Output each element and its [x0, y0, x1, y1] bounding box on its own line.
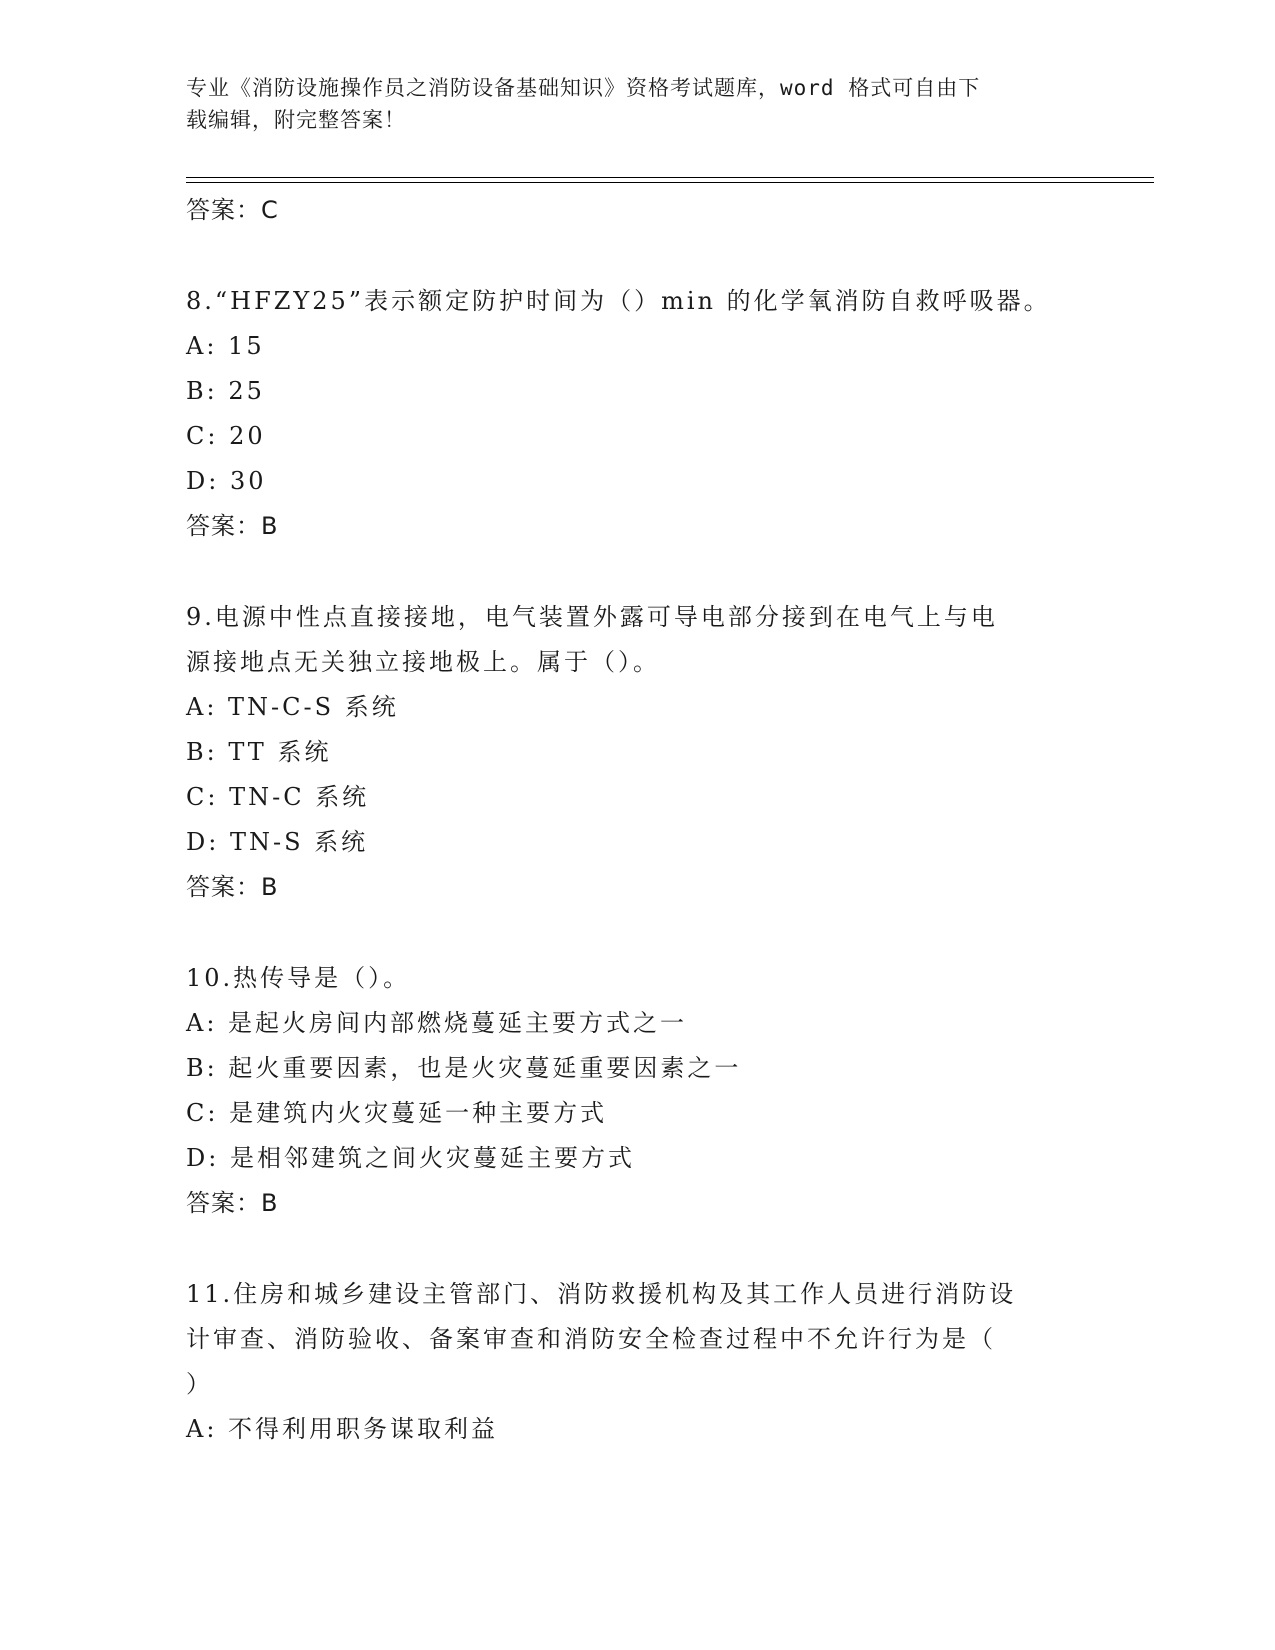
header-rule-top [186, 177, 1154, 178]
answer-label: 答案： [186, 1189, 261, 1217]
question-stem-continued: 源接地点无关独立接地极上。属于（）。 [186, 648, 660, 676]
answer-label: 答案： [186, 512, 261, 540]
answer-value: C [261, 196, 279, 224]
answer-line [186, 865, 1086, 910]
option-d: D: 30 [186, 467, 267, 495]
option-d: D: 是相邻建筑之间火灾蔓延主要方式 [186, 1144, 635, 1172]
header-line-1: 专业《消防设施操作员之消防设备基础知识》资格考试题库，word 格式可自由下 [186, 76, 981, 100]
option-c: C: 20 [186, 422, 266, 450]
answer-label: 答案： [186, 196, 261, 224]
option-c: C: TN-C 系统 [186, 783, 370, 811]
question-list [186, 188, 1086, 1452]
option-a: A: TN-C-S 系统 [186, 693, 399, 721]
question-block [186, 956, 1086, 1226]
option-a: A: 不得利用职务谋取利益 [186, 1415, 499, 1443]
question-stem: 11.住房和城乡建设主管部门、消防救援机构及其工作人员进行消防设 [186, 1280, 1017, 1308]
option-b: B: TT 系统 [186, 738, 332, 766]
header-rule-bottom [186, 182, 1154, 183]
option-b: B: 25 [186, 377, 265, 405]
question-stem: 8.“HFZY25”表示额定防护时间为（）min 的化学氧消防自救呼吸器。 [186, 287, 1051, 315]
question-block [186, 595, 1086, 910]
answer-value: B [261, 512, 279, 540]
option-b: B: 起火重要因素，也是火灾蔓延重要因素之一 [186, 1054, 742, 1082]
option-d: D: TN-S 系统 [186, 828, 369, 856]
answer-label: 答案： [186, 873, 261, 901]
document-header [186, 72, 1066, 136]
question-block [186, 1272, 1086, 1452]
question-stem-continued: ） [186, 1370, 213, 1398]
option-a: A: 是起火房间内部燃烧蔓延主要方式之一 [186, 1009, 688, 1037]
answer-value: B [261, 873, 279, 901]
question-stem: 10.热传导是（）。 [186, 964, 411, 992]
answer-line [186, 188, 1086, 233]
header-line-2: 载编辑，附完整答案！ [186, 108, 406, 132]
option-c: C: 是建筑内火灾蔓延一种主要方式 [186, 1099, 608, 1127]
answer-line [186, 504, 1086, 549]
answer-line [186, 1181, 1086, 1226]
question-stem-continued: 计审查、消防验收、备案审查和消防安全检查过程中不允许行为是（ [186, 1325, 996, 1353]
question-block [186, 279, 1086, 549]
question-stem: 9.电源中性点直接接地，电气装置外露可导电部分接到在电气上与电 [186, 603, 998, 631]
option-a: A: 15 [186, 332, 265, 360]
answer-value: B [261, 1189, 279, 1217]
